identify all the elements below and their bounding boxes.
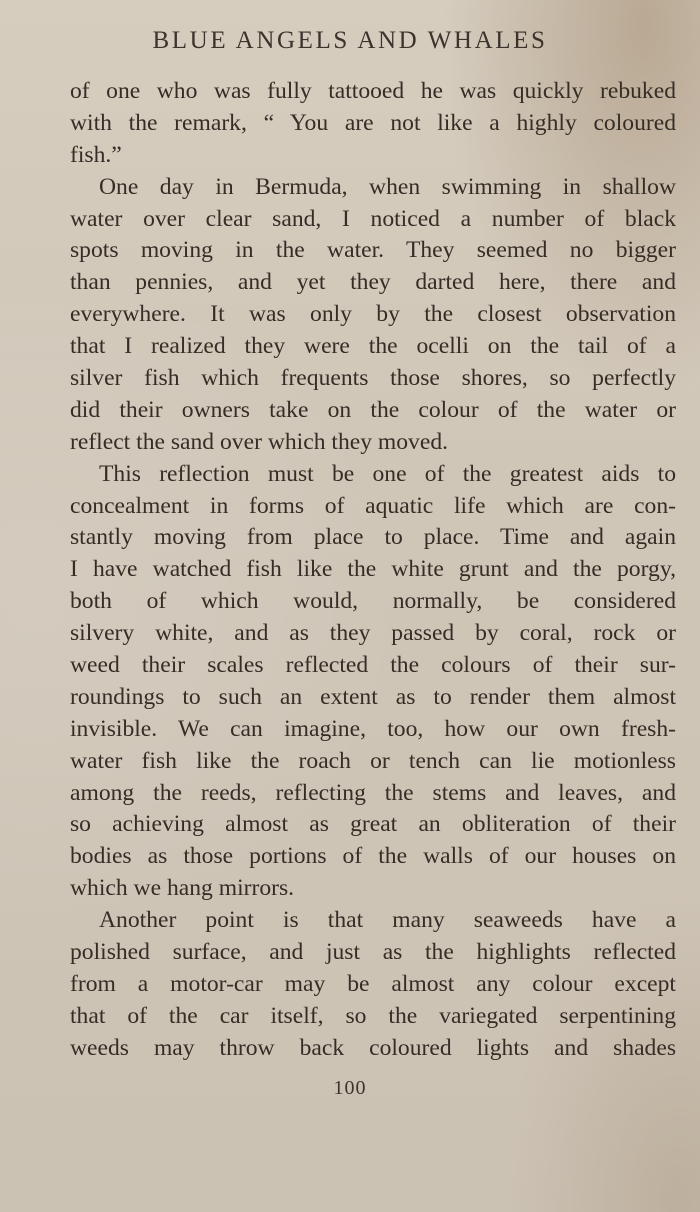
text-line: which we hang mirrors. <box>70 875 295 902</box>
text-line: weeds may throw back coloured lights and shades <box>70 1034 676 1061</box>
text-line: invisible. We can imagine, too, how our own fresh- <box>70 715 676 742</box>
text-line: than pennies, and yet they darted here, there and <box>70 269 676 296</box>
text-line: with the remark, “ You are not like a highly coloured <box>70 109 676 136</box>
text-line: spots moving in the water. They seemed no bigger <box>70 237 676 264</box>
text-line: among the reeds, reflecting the stems and leaves, and <box>70 779 676 806</box>
text-line: did their owners take on the colour of the water or <box>70 396 676 423</box>
page-number: 100 <box>333 1077 367 1099</box>
text-line: weed their scales reflected the colours of their sur- <box>70 652 676 679</box>
text-line: that of the car itself, so the variegated serpentining <box>70 1002 676 1029</box>
text-line: roundings to such an extent as to render them almost <box>70 683 676 710</box>
text-line: polished surface, and just as the highlights reflected <box>70 939 676 966</box>
text-line: everywhere. It was only by the closest observation <box>70 301 676 328</box>
text-line: so achieving almost as great an obliteration of their <box>70 811 676 838</box>
text-line: This reflection must be one of the greatest aids to <box>99 460 676 487</box>
text-line: stantly moving from place to place. Time and again <box>70 524 676 551</box>
text-line: I have watched fish like the white grunt and the porgy, <box>70 556 676 583</box>
text-line: water fish like the roach or tench can lie motionless <box>70 747 676 774</box>
text-line: concealment in forms of aquatic life which are con- <box>70 492 676 519</box>
text-line: silvery white, and as they passed by coral, rock or <box>70 620 676 647</box>
text-line: One day in Bermuda, when swimming in shallow <box>99 173 676 200</box>
text-line: silver fish which frequents those shores, so perfectly <box>70 365 676 392</box>
running-head: BLUE ANGELS AND WHALES <box>152 27 548 54</box>
text-line: from a motor-car may be almost any colour except <box>70 970 676 997</box>
text-line: Another point is that many seaweeds have a <box>99 907 676 934</box>
text-line: fish.” <box>70 141 122 168</box>
text-line: water over clear sand, I noticed a number of black <box>70 205 676 232</box>
text-line: reflect the sand over which they moved. <box>70 428 449 455</box>
text-line: of one who was fully tattooed he was quickly rebuked <box>70 78 676 104</box>
text-line: both of which would, normally, be considered <box>70 588 676 615</box>
text-line: bodies as those portions of the walls of our houses on <box>70 843 676 870</box>
text-line: that I realized they were the ocelli on the tail of a <box>70 333 676 360</box>
body-text <box>70 76 676 1065</box>
